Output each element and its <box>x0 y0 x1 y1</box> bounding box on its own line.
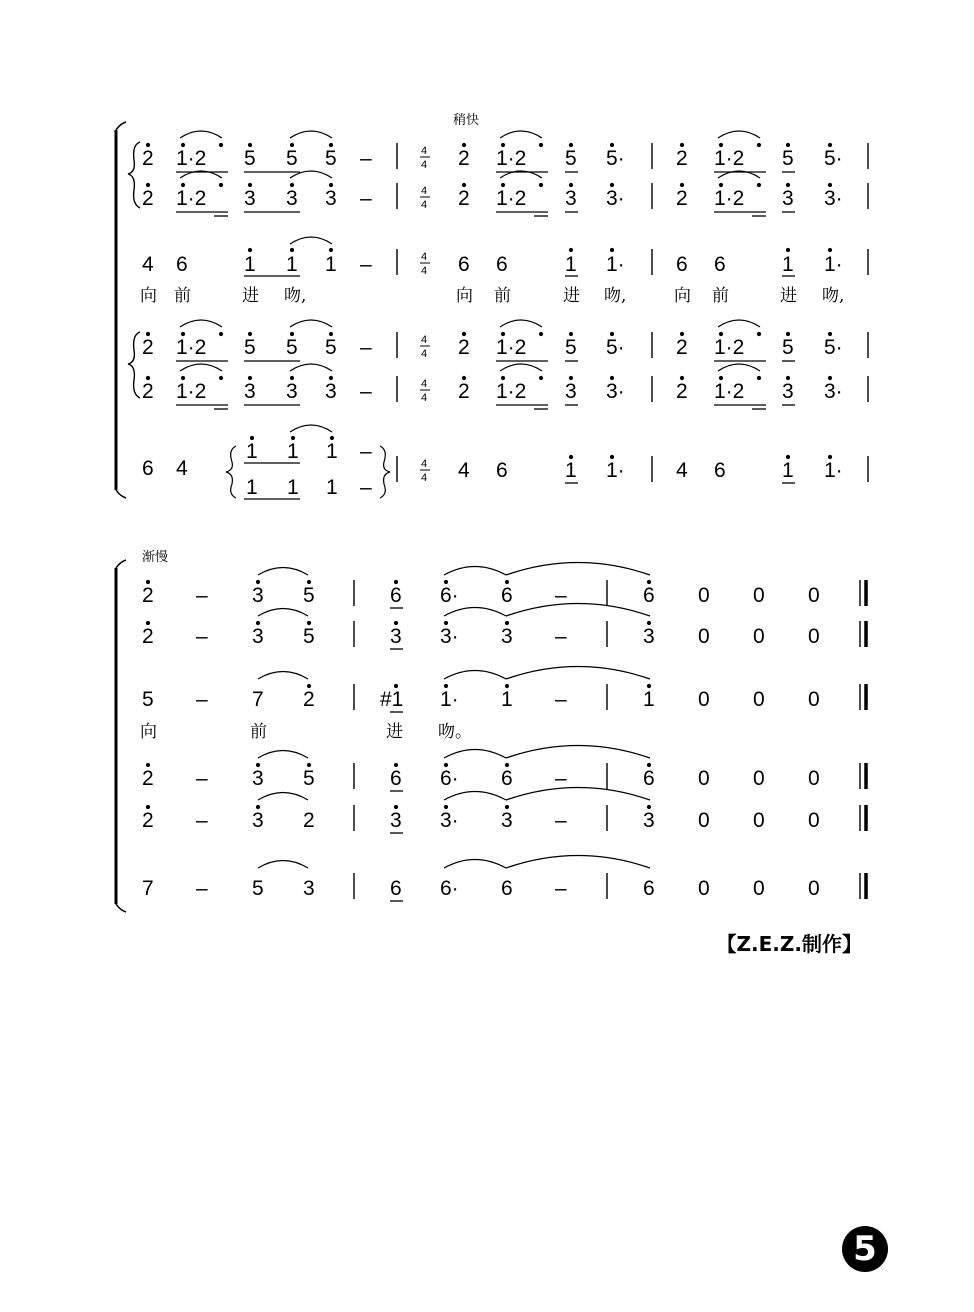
time-sig-bottom: 4 <box>421 348 428 360</box>
note: 6 <box>643 584 655 607</box>
time-sig-top: 4 <box>421 251 428 263</box>
credit-label: 【Z.E.Z.制作】 <box>716 932 862 956</box>
note: 0 <box>808 877 820 900</box>
note: 1· <box>606 253 625 276</box>
note: – <box>196 688 208 711</box>
note: 1 <box>286 253 298 276</box>
note: 0 <box>753 809 765 832</box>
note: 3 <box>252 625 264 648</box>
note: 3 <box>325 187 337 210</box>
time-sig-bottom: 4 <box>421 159 428 171</box>
note: 1 <box>501 688 513 711</box>
note: 5 <box>325 336 337 359</box>
note: 2 <box>303 809 315 832</box>
note: 0 <box>698 809 710 832</box>
note: 2 <box>458 380 470 403</box>
note: 4 <box>176 457 188 480</box>
note: 3 <box>782 380 794 403</box>
time-sig-top: 4 <box>421 145 428 157</box>
note: – <box>196 767 208 790</box>
note: – <box>360 440 372 463</box>
note: 2 <box>303 688 315 711</box>
note: 2 <box>142 625 154 648</box>
note: 6 <box>176 253 188 276</box>
note: 2 <box>676 147 688 170</box>
note: 1·2 <box>176 336 207 359</box>
note: 2 <box>142 336 154 359</box>
note: – <box>555 688 567 711</box>
lyric: 进 <box>780 286 797 306</box>
s2-row-5 <box>142 809 820 832</box>
note: 3 <box>501 625 513 648</box>
time-sig-top: 4 <box>421 378 428 390</box>
note: 6 <box>390 584 402 607</box>
system-2 <box>140 563 866 902</box>
note: 0 <box>698 877 710 900</box>
s2-row-3 <box>142 688 820 711</box>
note: 1· <box>440 688 459 711</box>
note: 0 <box>698 584 710 607</box>
note: – <box>555 877 567 900</box>
lyric: 吻。 <box>438 722 472 742</box>
note: 1 <box>326 440 338 463</box>
system-1-slurs <box>180 131 760 498</box>
note: 3· <box>606 187 625 210</box>
note: – <box>555 809 567 832</box>
note: 6 <box>643 767 655 790</box>
note: 1·2 <box>496 336 527 359</box>
note: 2 <box>458 187 470 210</box>
note: 3 <box>252 767 264 790</box>
note: 1 <box>246 440 258 463</box>
note: 6 <box>501 584 513 607</box>
note: 5 <box>782 147 794 170</box>
time-sig-bottom: 4 <box>421 472 428 484</box>
note: 5 <box>303 584 315 607</box>
time-sig-bottom: 4 <box>421 392 428 404</box>
note: – <box>555 767 567 790</box>
note: 1 <box>565 253 577 276</box>
lyric: 前 <box>712 286 729 306</box>
lyric: 吻, <box>284 286 307 306</box>
note: – <box>555 625 567 648</box>
note: 1· <box>824 253 843 276</box>
note: 1 <box>643 688 655 711</box>
note: 1·2 <box>496 187 527 210</box>
note: 1· <box>824 459 843 482</box>
time-sig-top: 4 <box>421 185 428 197</box>
note: 1·2 <box>714 380 745 403</box>
note: 6 <box>501 877 513 900</box>
note: 6 <box>390 877 402 900</box>
note: 7 <box>252 688 264 711</box>
note: 2 <box>676 380 688 403</box>
note: 0 <box>808 688 820 711</box>
note: – <box>196 625 208 648</box>
lyric: 向 <box>140 722 157 742</box>
s1-row-4 <box>142 336 843 359</box>
note: 3· <box>824 187 843 210</box>
time-sig-bottom: 4 <box>421 265 428 277</box>
note: 5 <box>325 147 337 170</box>
lyric: 前 <box>494 286 511 306</box>
s1-row-5 <box>142 380 843 403</box>
note: 6 <box>458 253 470 276</box>
note: 0 <box>808 767 820 790</box>
s1-lyrics <box>140 286 844 306</box>
note: 7 <box>142 877 154 900</box>
note: 3 <box>244 187 256 210</box>
note: 1 <box>326 476 338 499</box>
note: 1·2 <box>176 187 207 210</box>
note: 3 <box>501 809 513 832</box>
note: 1·2 <box>176 380 207 403</box>
system-2-bracket <box>116 560 126 912</box>
tempo-mark-slower: 渐慢 <box>142 550 169 565</box>
note: 3· <box>824 380 843 403</box>
note: 6 <box>714 459 726 482</box>
note: 2 <box>142 380 154 403</box>
note: 1·2 <box>496 380 527 403</box>
note: 1·2 <box>714 187 745 210</box>
note: 5 <box>782 336 794 359</box>
note: 2 <box>676 336 688 359</box>
note: 2 <box>142 187 154 210</box>
note: 2 <box>458 147 470 170</box>
note: 0 <box>753 767 765 790</box>
note: 3 <box>303 877 315 900</box>
note: – <box>360 380 372 403</box>
note: 2 <box>676 187 688 210</box>
tempo-mark-faster: 稍快 <box>453 113 480 128</box>
note: 1· <box>606 459 625 482</box>
note: 3 <box>252 809 264 832</box>
note: 5 <box>565 147 577 170</box>
note: 6· <box>440 767 459 790</box>
time-sig-bottom: 4 <box>421 199 428 211</box>
note: 5 <box>303 625 315 648</box>
s1-row-6 <box>142 440 843 499</box>
note: 5· <box>824 147 843 170</box>
note: 6 <box>643 877 655 900</box>
note: 1 <box>565 459 577 482</box>
lyric: 进 <box>563 286 580 306</box>
lyric: 向 <box>456 286 473 306</box>
note: 1·2 <box>714 147 745 170</box>
note: 1 <box>287 476 299 499</box>
note: 1 <box>782 459 794 482</box>
note: 6 <box>142 457 154 480</box>
note: – <box>360 187 372 210</box>
note: 1 <box>325 253 337 276</box>
note: 5 <box>244 336 256 359</box>
note: 0 <box>698 625 710 648</box>
system-2-barlines <box>354 580 866 899</box>
lyric: 进 <box>386 722 403 742</box>
note: 1·2 <box>714 336 745 359</box>
note: 2 <box>142 147 154 170</box>
note: 1·2 <box>176 147 207 170</box>
note: 2 <box>142 767 154 790</box>
lyric: 吻, <box>822 286 845 306</box>
lyric: 吻, <box>604 286 627 306</box>
note: 3· <box>606 380 625 403</box>
note: – <box>555 584 567 607</box>
note: – <box>360 253 372 276</box>
note: 5 <box>286 147 298 170</box>
note: 3 <box>252 584 264 607</box>
note: 5· <box>606 336 625 359</box>
note: 4 <box>142 253 154 276</box>
note: 6· <box>440 877 459 900</box>
note: 1·2 <box>496 147 527 170</box>
system-1-bracket <box>116 122 140 498</box>
note: 0 <box>808 809 820 832</box>
note: 6 <box>390 767 402 790</box>
note: 1 <box>287 440 299 463</box>
note: 5 <box>244 147 256 170</box>
note: 3· <box>440 809 459 832</box>
note: – <box>196 809 208 832</box>
note: 6 <box>496 253 508 276</box>
note: 0 <box>753 877 765 900</box>
note: 5· <box>824 336 843 359</box>
note: 0 <box>698 688 710 711</box>
note: 0 <box>698 767 710 790</box>
page-number-badge: 5 <box>842 1226 888 1272</box>
time-sig-top: 4 <box>421 334 428 346</box>
note: 2 <box>142 809 154 832</box>
note: 3 <box>565 380 577 403</box>
note: 2 <box>142 584 154 607</box>
note: 5 <box>303 767 315 790</box>
note: 6 <box>496 459 508 482</box>
note: 1 <box>782 253 794 276</box>
system-1 <box>140 131 868 499</box>
note: 6 <box>501 767 513 790</box>
note: 3 <box>244 380 256 403</box>
lyric: 向 <box>140 286 157 306</box>
note: – <box>360 336 372 359</box>
note: #1 <box>380 688 404 711</box>
note: 4 <box>676 459 688 482</box>
s2-row-1 <box>142 584 820 607</box>
lyric: 前 <box>250 722 267 742</box>
note: 4 <box>458 459 470 482</box>
lyric: 向 <box>674 286 691 306</box>
note: 3 <box>643 809 655 832</box>
note: 3 <box>390 625 402 648</box>
s1-row-1 <box>142 147 843 170</box>
note: 1 <box>244 253 256 276</box>
note: 0 <box>753 584 765 607</box>
note: 5 <box>142 688 154 711</box>
note: 1 <box>246 476 258 499</box>
note: 3 <box>390 809 402 832</box>
note: 0 <box>753 688 765 711</box>
note: 3 <box>782 187 794 210</box>
note: 6 <box>676 253 688 276</box>
time-sig-top: 4 <box>421 458 428 470</box>
note: 5· <box>606 147 625 170</box>
lyric: 进 <box>242 286 259 306</box>
note: – <box>360 147 372 170</box>
s2-row-2 <box>142 625 820 648</box>
note: 3· <box>440 625 459 648</box>
note: 3 <box>286 380 298 403</box>
note: 3 <box>325 380 337 403</box>
note: – <box>360 476 372 499</box>
s2-lyrics <box>140 722 472 742</box>
note: 5 <box>286 336 298 359</box>
note: 0 <box>753 625 765 648</box>
note: 3 <box>286 187 298 210</box>
s2-row-4 <box>142 767 820 790</box>
note: 0 <box>808 625 820 648</box>
s2-row-6 <box>142 877 820 900</box>
note: 3 <box>565 187 577 210</box>
note: 5 <box>565 336 577 359</box>
time-signatures <box>420 145 430 484</box>
note: – <box>196 584 208 607</box>
note: 5 <box>252 877 264 900</box>
note: – <box>196 877 208 900</box>
note: 2 <box>458 336 470 359</box>
note: 3 <box>643 625 655 648</box>
s1-row-2 <box>142 187 843 210</box>
note: 6 <box>714 253 726 276</box>
lyric: 前 <box>174 286 191 306</box>
note: 0 <box>808 584 820 607</box>
s1-row-3 <box>142 253 843 276</box>
note: 6· <box>440 584 459 607</box>
